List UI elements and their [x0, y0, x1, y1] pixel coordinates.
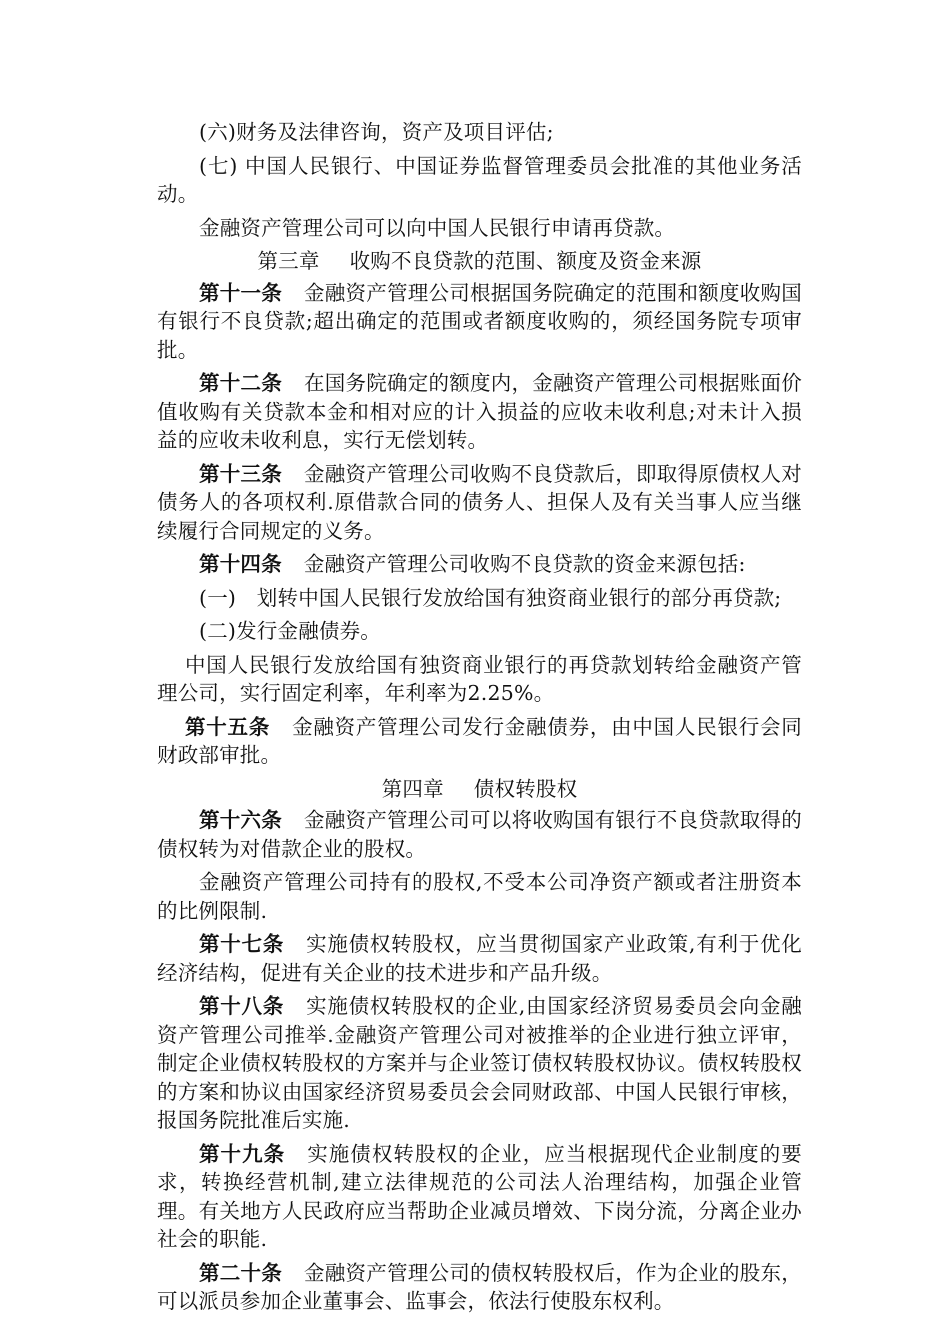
article-label: 第十三条 [199, 461, 283, 486]
article-label: 第十九条 [199, 1141, 286, 1166]
article-text: 在国务院确定的额度内，金融资产管理公司根据账面价值收购有关贷款本金和相对应的计入损益的应收未收利息;对未计入损益的应收未收利息，实行无偿划转。 [157, 371, 802, 452]
article-text: 金融资产管理公司收购不良贷款的资金来源包括: [303, 552, 746, 576]
chapter-title: 债权转股权 [473, 776, 578, 801]
chapter-number: 第三章 [257, 249, 320, 273]
article-label: 第十五条 [185, 714, 271, 739]
article-text: 实施债权转股权的企业,由国家经济贸易委员会向金融资产管理公司推举.金融资产管理公司对被推举的企业进行独立评审，制定企业债权转股权的方案并与企业签订债权转股权协议。债权转股权的方案和协议由国家经济贸易委员会会同财政部、中国人民银行审核，报国务院批准后实施. [157, 994, 802, 1132]
list-item [157, 152, 802, 209]
paragraph-text: (六)财务及法律咨询，资产及项目评估; [199, 120, 554, 144]
chapter-heading [157, 247, 802, 276]
list-item [157, 584, 802, 613]
article-label: 第十一条 [199, 280, 283, 305]
paragraph-text: 中国人民银行发放给国有独资商业银行的再贷款划转给金融资产管理公司，实行固定利率，年利率为2.25%。 [157, 652, 802, 705]
article-label: 第十四条 [199, 552, 282, 576]
chapter-title: 收购不良贷款的范围、额度及资金来源 [349, 249, 702, 273]
article-text: 金融资产管理公司发行金融债券，由中国人民银行会同财政部审批。 [157, 714, 802, 767]
article-label: 第十六条 [199, 808, 283, 832]
chapter-heading [157, 775, 802, 804]
article [157, 460, 802, 546]
article [157, 1140, 802, 1254]
article-text: 实施债权转股权的企业，应当根据现代企业制度的要求，转换经营机制,建立法律规范的公司法人治理结构，加强企业管理。有关地方人民政府应当帮助企业减员增效、下岗分流，分离企业办社会的职能. [157, 1141, 802, 1251]
list-item [157, 118, 802, 147]
paragraph-text: 金融资产管理公司持有的股权,不受本公司净资产额或者注册资本的比例限制. [157, 870, 802, 923]
article [157, 992, 802, 1135]
paragraph-text: (二)发行金融债券。 [199, 619, 381, 643]
article-label: 第十八条 [199, 994, 285, 1018]
article [157, 550, 802, 579]
article [157, 930, 802, 987]
article [157, 713, 802, 770]
article-text: 金融资产管理公司可以将收购国有银行不良贷款取得的债权转为对借款企业的股权。 [157, 808, 802, 861]
article-label: 第十二条 [199, 371, 283, 395]
chapter-number: 第四章 [381, 776, 444, 801]
paragraph-text: 金融资产管理公司可以向中国人民银行申请再贷款。 [199, 215, 676, 240]
article [157, 369, 802, 455]
paragraph-text: (七) 中国人民银行、中国证券监督管理委员会批准的其他业务活动。 [157, 153, 802, 206]
article-label: 第十七条 [199, 932, 285, 956]
paragraph [157, 214, 802, 243]
article [157, 279, 802, 365]
list-item [157, 617, 802, 646]
article-text: 金融资产管理公司根据国务院确定的范围和额度收购国有银行不良贷款;超出确定的范围或者额度收购的，须经国务院专项审批。 [157, 280, 802, 362]
article-label: 第二十条 [199, 1260, 283, 1285]
document-body [157, 118, 802, 1321]
article-text: 实施债权转股权，应当贯彻国家产业政策,有利于优化经济结构，促进有关企业的技术进步和产品升级。 [157, 932, 802, 985]
article [157, 1259, 802, 1316]
article-text: 金融资产管理公司的债权转股权后，作为企业的股东，可以派员参加企业董事会、监事会，依法行使股东权利。 [157, 1260, 802, 1313]
article-text: 金融资产管理公司收购不良贷款后，即取得原债权人对债务人的各项权利.原借款合同的债务人、担保人及有关当事人应当继续履行合同规定的义务。 [157, 461, 802, 543]
paragraph [157, 651, 802, 708]
article [157, 806, 802, 863]
paragraph [157, 868, 802, 925]
paragraph-text: (一) 划转中国人民银行发放给国有独资商业银行的部分再贷款; [199, 585, 782, 610]
